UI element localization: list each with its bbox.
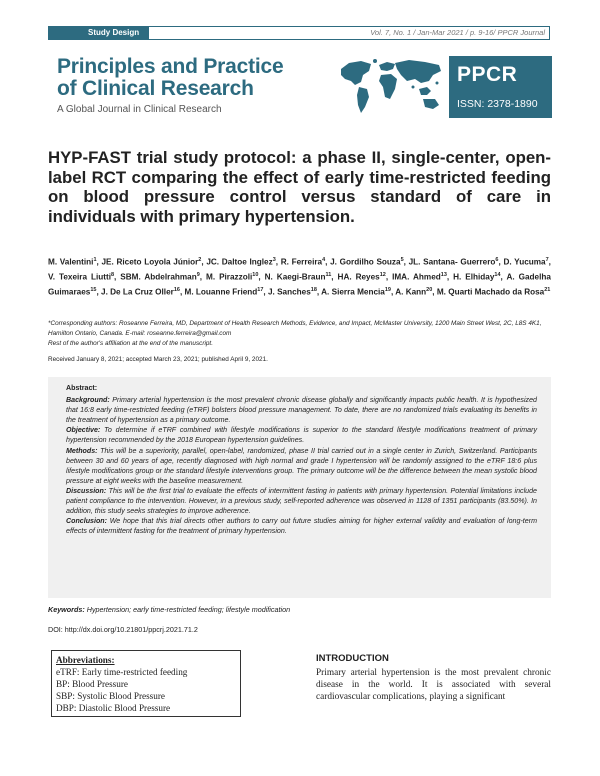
author-name: M. Louanne Friend — [184, 288, 258, 298]
author-affiliation-number: 8 — [110, 272, 115, 279]
citation-line: Vol. 7, No. 1 / Jan-Mar 2021 / p. 9-16/ PPCR Journal — [148, 26, 550, 40]
affiliation-note: Rest of the author's affiliation at the end of the manuscript. — [48, 340, 213, 347]
author-name: A. Kann — [395, 288, 427, 298]
introduction-heading: INTRODUCTION — [316, 653, 389, 664]
author-affiliation-number: 11 — [325, 272, 332, 279]
author-affiliation-number: 1 — [93, 257, 97, 263]
introduction-text: Primary arterial hypertension is the most prevalent chronic disease in the world. It is associated with several cardiovascular complications, playing a significant — [316, 668, 551, 703]
author-name: J. Sanches — [267, 288, 311, 298]
keywords: Keywords: Hypertension; early time-restricted feeding; lifestyle modification — [48, 605, 291, 614]
abstract-conclusion: Conclusion: We hope that this trial directs other authors to carry out future studies aiming for higher external validity and evaluation of long-term effects of intermittent fasting for the treatment of primary hypertension. — [66, 517, 537, 536]
author-affiliation-number: 5 — [400, 257, 404, 263]
author-affiliation-number: 2 — [198, 257, 202, 263]
author-affiliation-number: 7 — [545, 257, 549, 263]
author-affiliation-number: 18 — [310, 287, 317, 294]
abbreviation-item: eTRF: Early time-restricted feeding — [56, 667, 188, 677]
abstract-methods: Methods: This will be a superiority, parallel, open-label, randomized, phase II trial carried out in a single center in Zurich, Switzerland. Participants between 30 and 60 years of age, recently diagnosed with high normal and grade I hypertension will be randomly assigned to the eTRF 18:6 plus lifestyle modifications group or the standard lifestyle interventions group. The primary outcome will be the difference between the mean systolic blood pressure at eight weeks with the baseline measurement. — [66, 446, 537, 485]
author-name: H. Elhiday — [453, 272, 495, 282]
author-name: IMA. Ahmed — [392, 272, 441, 282]
section-tag: Study Design — [48, 26, 148, 40]
journal-name-line2: of Clinical Research — [57, 77, 254, 100]
abstract-heading: Abstract: — [66, 384, 98, 392]
author-name: V. Texeira Liutti — [48, 272, 111, 282]
author-name: M. Valentini — [48, 257, 94, 267]
author-affiliation-number: 12 — [379, 272, 386, 279]
issn: ISSN: 2378-1890 — [457, 98, 538, 110]
author-name: JC. Daltoe Inglez — [206, 257, 273, 267]
author-affiliation-number: 17 — [257, 287, 264, 294]
doi-link[interactable]: DOI: http://dx.doi.org/10.21801/ppcrj.2021.71.2 — [48, 625, 198, 634]
author-affiliation-number: 9 — [196, 272, 200, 279]
abstract-background: Background: Primary arterial hypertension is the most prevalent chronic disease globally and significantly impacts public health. It is hypothesized that 16:8 early time-restricted feeding (eTRF) bolsters blood pressure management. To date, there are no randomized trials evaluating its benefits in the treatment of hypertension as a primary outcome. — [66, 396, 537, 425]
corresponding-author: *Corresponding authors: Roseanne Ferreira, MD, Department of Health Research Methods, Evidence, and Impact, McMaster University, 1200 Main Street West, 2C, L8S 4K1, Hamilton Ontario, Canada. E-mail: roseanne.ferreira@gmail.com — [48, 320, 542, 337]
author-affiliation-number: 3 — [272, 257, 276, 263]
author-name: N. Kaegi-Braun — [264, 272, 326, 282]
journal-name-line1: Principles and Practice — [57, 55, 284, 78]
abbreviation-item: DBP: Diastolic Blood Pressure — [56, 703, 171, 713]
abstract-discussion: Discussion: This will be the first trial to evaluate the effects of intermittent fasting in patients with primary hypertension. Potential limitations include patient compliance to the intervention. However, in a previous study, self-reported adherence was observed in 1128 of 1351 participants (83.50%). In addition, this study seeks strategies to improve adherence. — [66, 486, 537, 516]
article-title: HYP-FAST trial study protocol: a phase II, single-center, open-label RCT comparing the effect of early time-restricted feeding on blood pressure control versus standard of care in individuals with primary hypertension. — [48, 148, 551, 226]
author-affiliation-number: 14 — [494, 272, 501, 279]
author-name: SBM. Abdelrahman — [120, 272, 197, 282]
author-name: JE. Riceto Loyola Júnior — [101, 257, 199, 267]
author-name: J. Gordilho Souza — [330, 257, 401, 267]
abstract-box — [48, 377, 551, 598]
abbreviation-item: BP: Blood Pressure — [56, 679, 128, 689]
abbreviations-box — [51, 650, 241, 717]
author-name: JL. Santana- Guerrero — [408, 257, 496, 267]
abbreviation-item: SBP: Systolic Blood Pressure — [56, 691, 165, 701]
author-affiliation-number: 4 — [322, 257, 326, 263]
journal-subtitle: A Global Journal in Clinical Research — [57, 104, 222, 115]
author-affiliation-number: 20 — [426, 287, 433, 294]
author-affiliation-number: 13 — [440, 272, 447, 279]
logo-text: PPCR — [457, 63, 518, 86]
author-name: HA. Reyes — [337, 272, 380, 282]
running-header — [48, 26, 550, 40]
author-list: M. Valentini$^1$, JE. Riceto Loyola Júnior$^2$, JC. Daltoe Inglez$^3$, R. Ferreira$^4$, J. Gordilho Souza$^5$, JL. Santana- Guerrero$^6$, D. Yucuma$^7$, V. Texeira Liutti$^8$, SBM. Abdelrahman$^9$, M. Pirazzoli$^{10}$, N. Kaegi-Braun$^{11}$, HA. Reyes$^{12}$, IMA. Ahmed$^{13}$, H. Elhiday$^{14}$, A. Gadelha Guimaraes$^{15}$, J. De La Cruz Oller$^{16}$, M. Louanne Friend$^{17}$, J. Sanches$^{18}$, A. Sierra Mencia$^{19}$, A. Kann$^{20}$, M. Quarti Machado da Rosa$^{21}$ — [48, 257, 551, 298]
author-name: J. De La Cruz Oller — [101, 288, 174, 298]
author-name: R. Ferreira — [280, 257, 323, 267]
journal-masthead — [57, 56, 284, 115]
author-affiliation-number: 19 — [384, 287, 391, 294]
world-map-icon — [335, 55, 447, 117]
abstract-objective: Objective: To determine if eTRF combined with lifestyle modifications is superior to the standard lifestyle modifications treatment of primary hypertension recommended by the 2018 European hypertension guidelines. — [66, 426, 537, 445]
author-name: D. Yucuma — [503, 257, 546, 267]
journal-logo — [449, 56, 552, 118]
author-affiliation-number: 6 — [495, 257, 499, 263]
author-affiliation-number: 10 — [252, 272, 259, 279]
abbreviations-heading: Abbreviations: — [56, 655, 115, 665]
author-affiliation-number: 15 — [90, 287, 97, 294]
author-name: A. Sierra Mencia — [321, 288, 385, 298]
author-affiliation-number: 16 — [173, 287, 180, 294]
author-affiliation-number: 21 — [544, 287, 551, 294]
dates-line: Received January 8, 2021; accepted March 23, 2021; published April 9, 2021. — [48, 356, 268, 363]
author-name: A. Gadelha Guimaraes — [48, 272, 551, 298]
author-name: M. Quarti Machado da Rosa — [436, 288, 545, 298]
author-name: M. Pirazzoli — [206, 272, 253, 282]
